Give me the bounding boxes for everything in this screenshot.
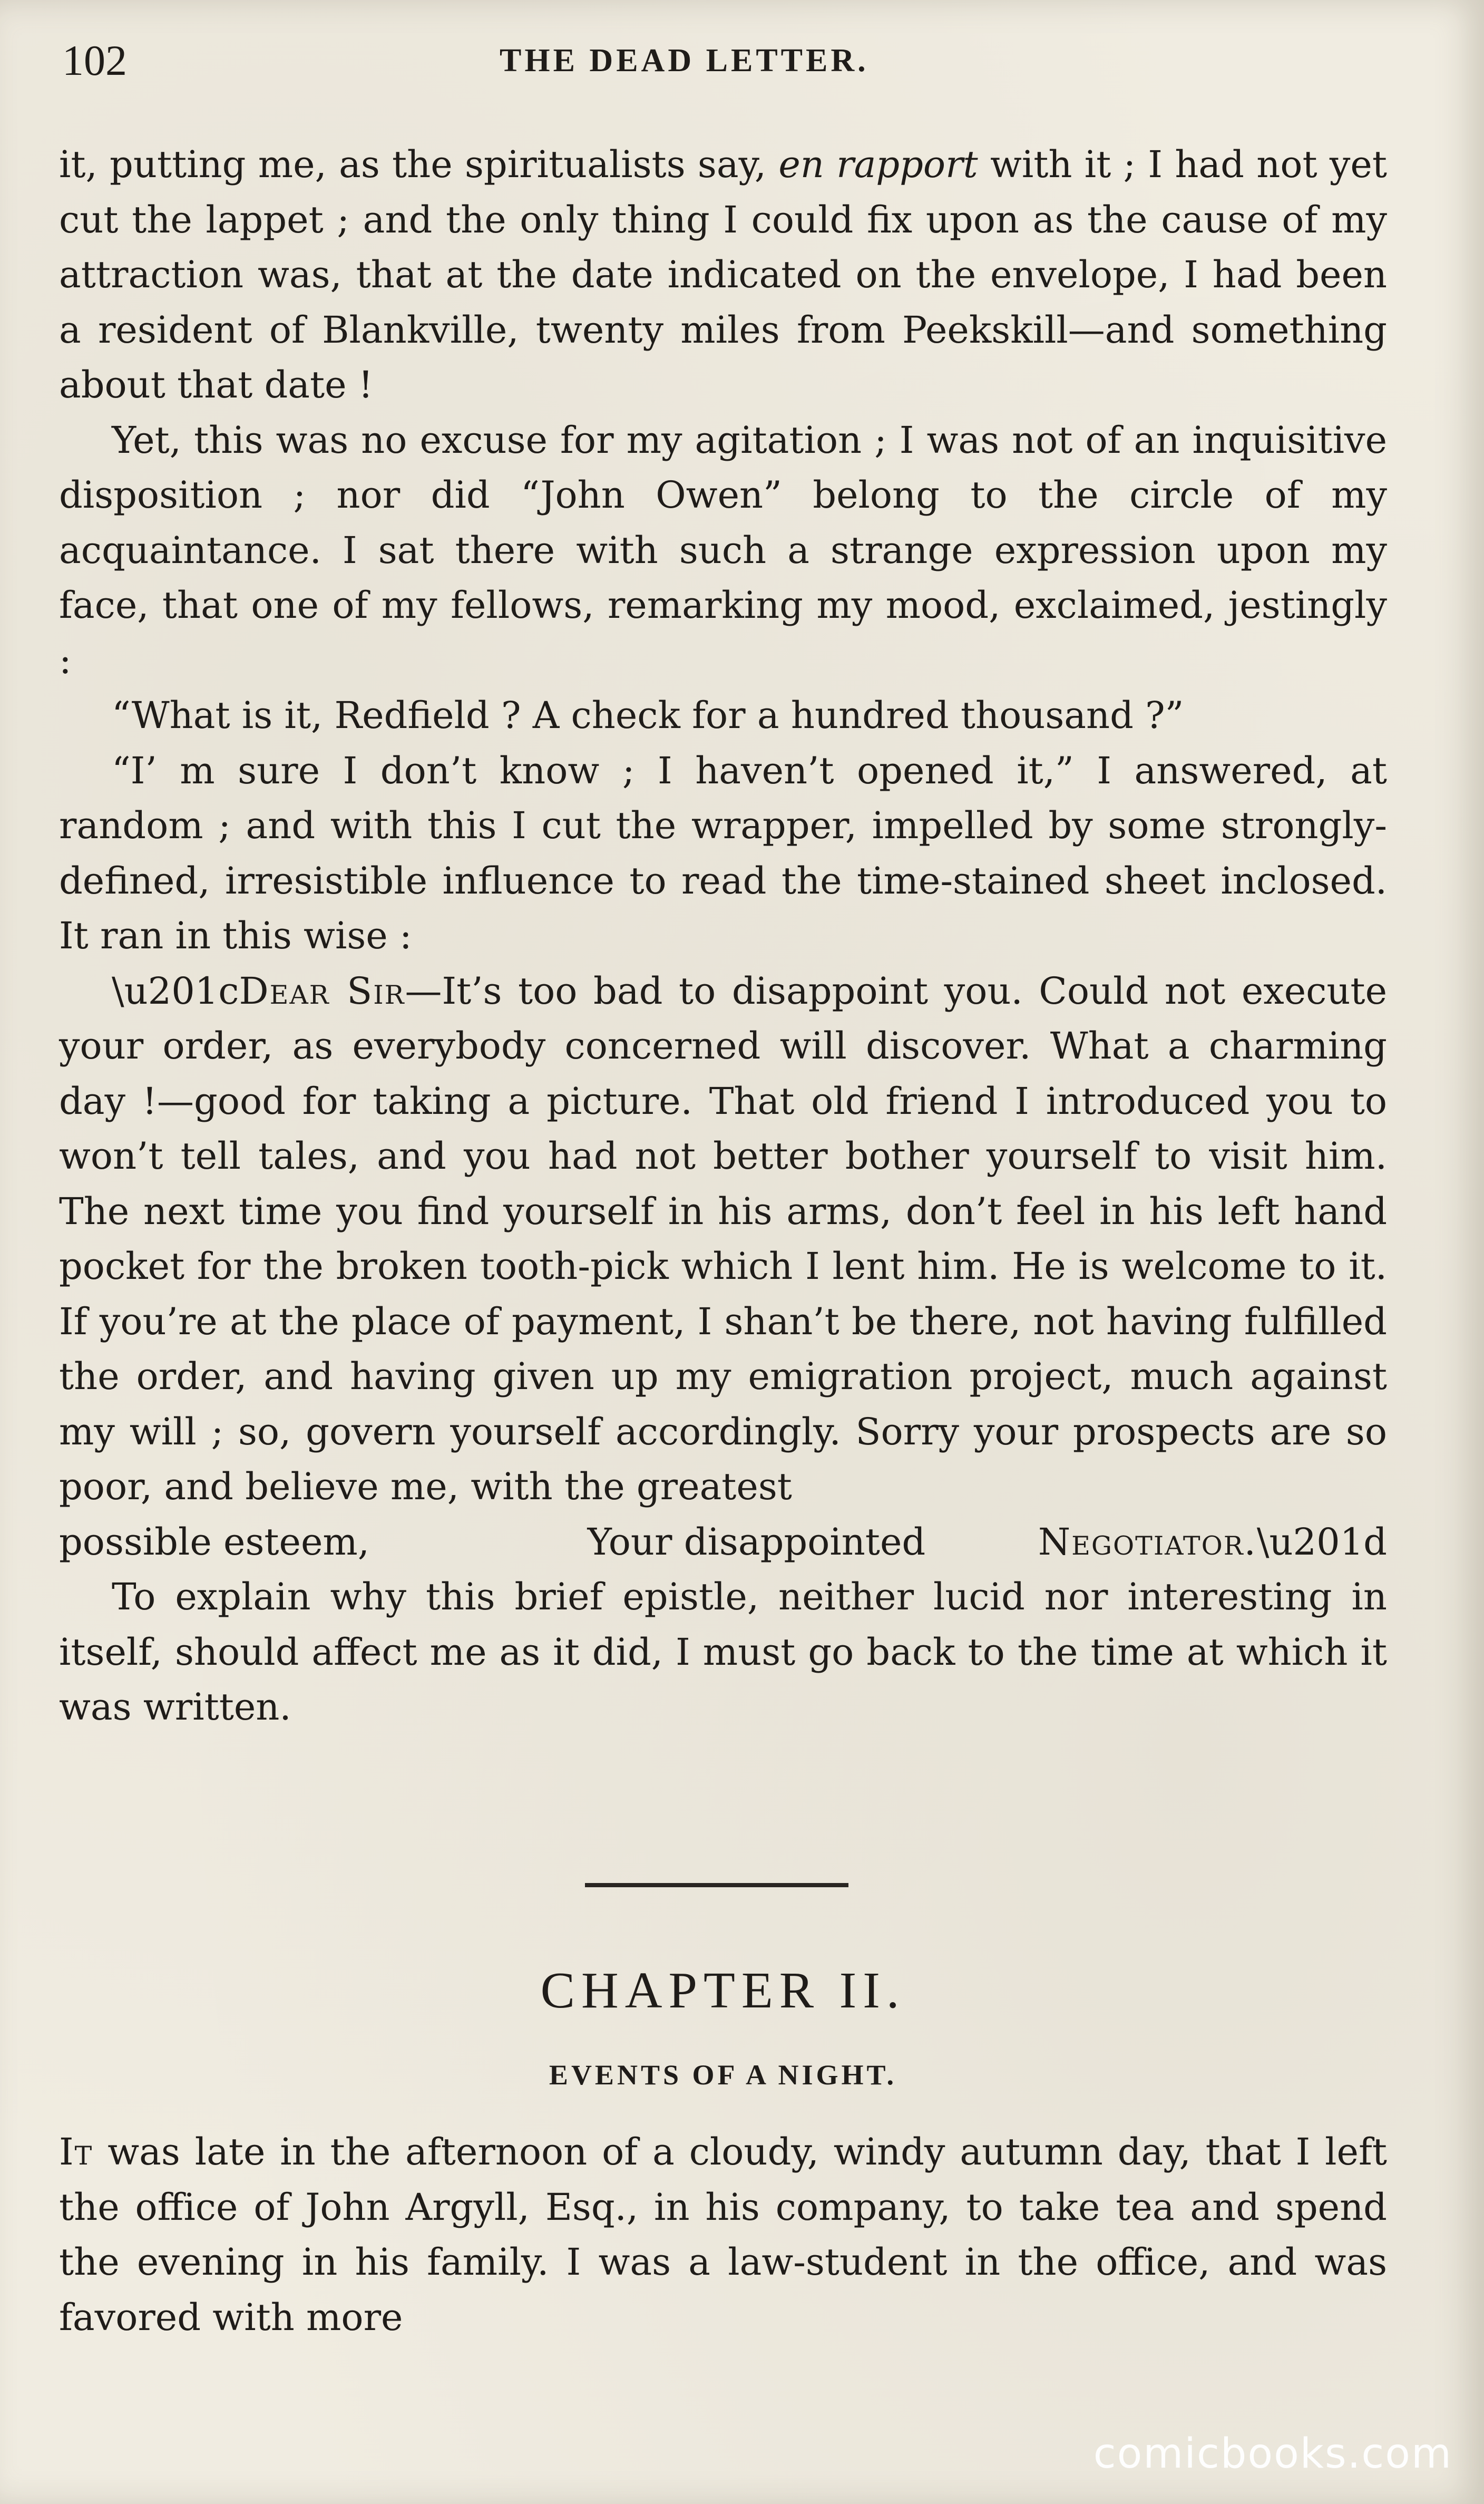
- letter-closing-2: Your disappointed: [587, 1520, 926, 1564]
- chapter-subtitle: EVENTS OF A NIGHT.: [549, 2059, 897, 2091]
- paragraph-1: [59, 137, 1387, 413]
- page-header: [62, 32, 1390, 90]
- paragraph-1-text-a: it, putting me, as the spiritualists say,: [59, 143, 779, 186]
- body-text: [59, 137, 1387, 1735]
- paragraph-1-italic: en rapport: [778, 143, 978, 186]
- letter-signature: Negotiator.: [1038, 1520, 1257, 1564]
- watermark: comicbooks.com: [1093, 2430, 1452, 2478]
- section-divider: [585, 1883, 848, 1887]
- letter-salutation: Dear Sir: [239, 969, 405, 1013]
- chapter-text: [59, 2124, 1387, 2345]
- paragraph-1-text-b: with it ; I had not yet cut the lappet ; and the only thing I could fix upon as the cause of my attraction was, that at the date indicated on the envelope, I had been a resident of Blankville, twenty miles from Peekskill—and something about that date !: [59, 143, 1387, 406]
- letter-closing-1: possible esteem,: [59, 1520, 370, 1564]
- letter-text: —It’s too bad to disappoint you. Could not execute your order, as everybody concerned will discover. What a charming day !—good for taking a picture. That old friend I introduced you to won’t tell tales, and you had not better bother yourself to visit him. The next time you find yourself in his arms, don’t feel in his left hand pocket for the broken tooth-pick which I lent him. He is welcome to it. If you’re at the place of payment, I shan’t be there, not having fulfilled the order, and having given up my emigration project, much against my will ; so, govern yourself accordingly. Sorry your prospects are so poor, and believe me, with the greatest: [59, 969, 1387, 1508]
- chapter-paragraph-1-text: was late in the afternoon of a cloudy, windy autumn day, that I left the office of John Argyll, Esq., in his company, to take tea and spend the evening in his family. I was a law-student in the office, and was favored with more: [59, 2130, 1387, 2339]
- letter-closing: [59, 1515, 1387, 1570]
- chapter-paragraph-1: [59, 2124, 1387, 2345]
- paragraph-3: “What is it, Redfield ? A check for a hundred thousand ?”: [112, 694, 1184, 737]
- paragraph-6: To explain why this brief epistle, neither lucid nor interesting in itself, should affect me as it did, I must go back to the time at which it was written.: [59, 1575, 1387, 1729]
- letter-body: \u201cDear Sir—It’s too bad to disappoint you. Could not execute your order, as everybody concerned will discover. What a charming day !—good for taking a picture. That old friend I introduced you to won’t tell tales, and you had not better bother yourself to visit him. The next time you find yourself in his arms, don’t feel in his left hand pocket for the broken tooth-pick which I lent him. He is welcome to it. If you’re at the place of payment, I shan’t be there, not having fulfilled the order, and having given up my emigration project, much against my will ; so, govern yourself accordingly. Sorry your prospects are so poor, and believe me, with the greatest: [59, 969, 1387, 1508]
- chapter-title: CHAPTER II.: [540, 1962, 906, 2019]
- page-number: 102: [62, 36, 127, 84]
- paragraph-2: Yet, this was no excuse for my agitation ; I was not of an inquisitive disposition ; nor did “John Owen” belong to the circle of my acquaintance. I sat there with such a strange expression upon my face, that one of my fellows, remarking my mood, exclaimed, jestingly :: [59, 418, 1387, 682]
- chapter-first-word: It: [59, 2130, 93, 2173]
- paragraph-4: “I’ m sure I don’t know ; I haven’t opened it,” I answered, at random ; and with this I cut the wrapper, impelled by some strongly-defined, irresistible influence to read the time-stained sheet inclosed. It ran in this wise :: [59, 749, 1387, 957]
- letter-signature-wrap: Negotiator.\u201d: [1038, 1520, 1387, 1564]
- running-head: THE DEAD LETTER.: [500, 43, 869, 79]
